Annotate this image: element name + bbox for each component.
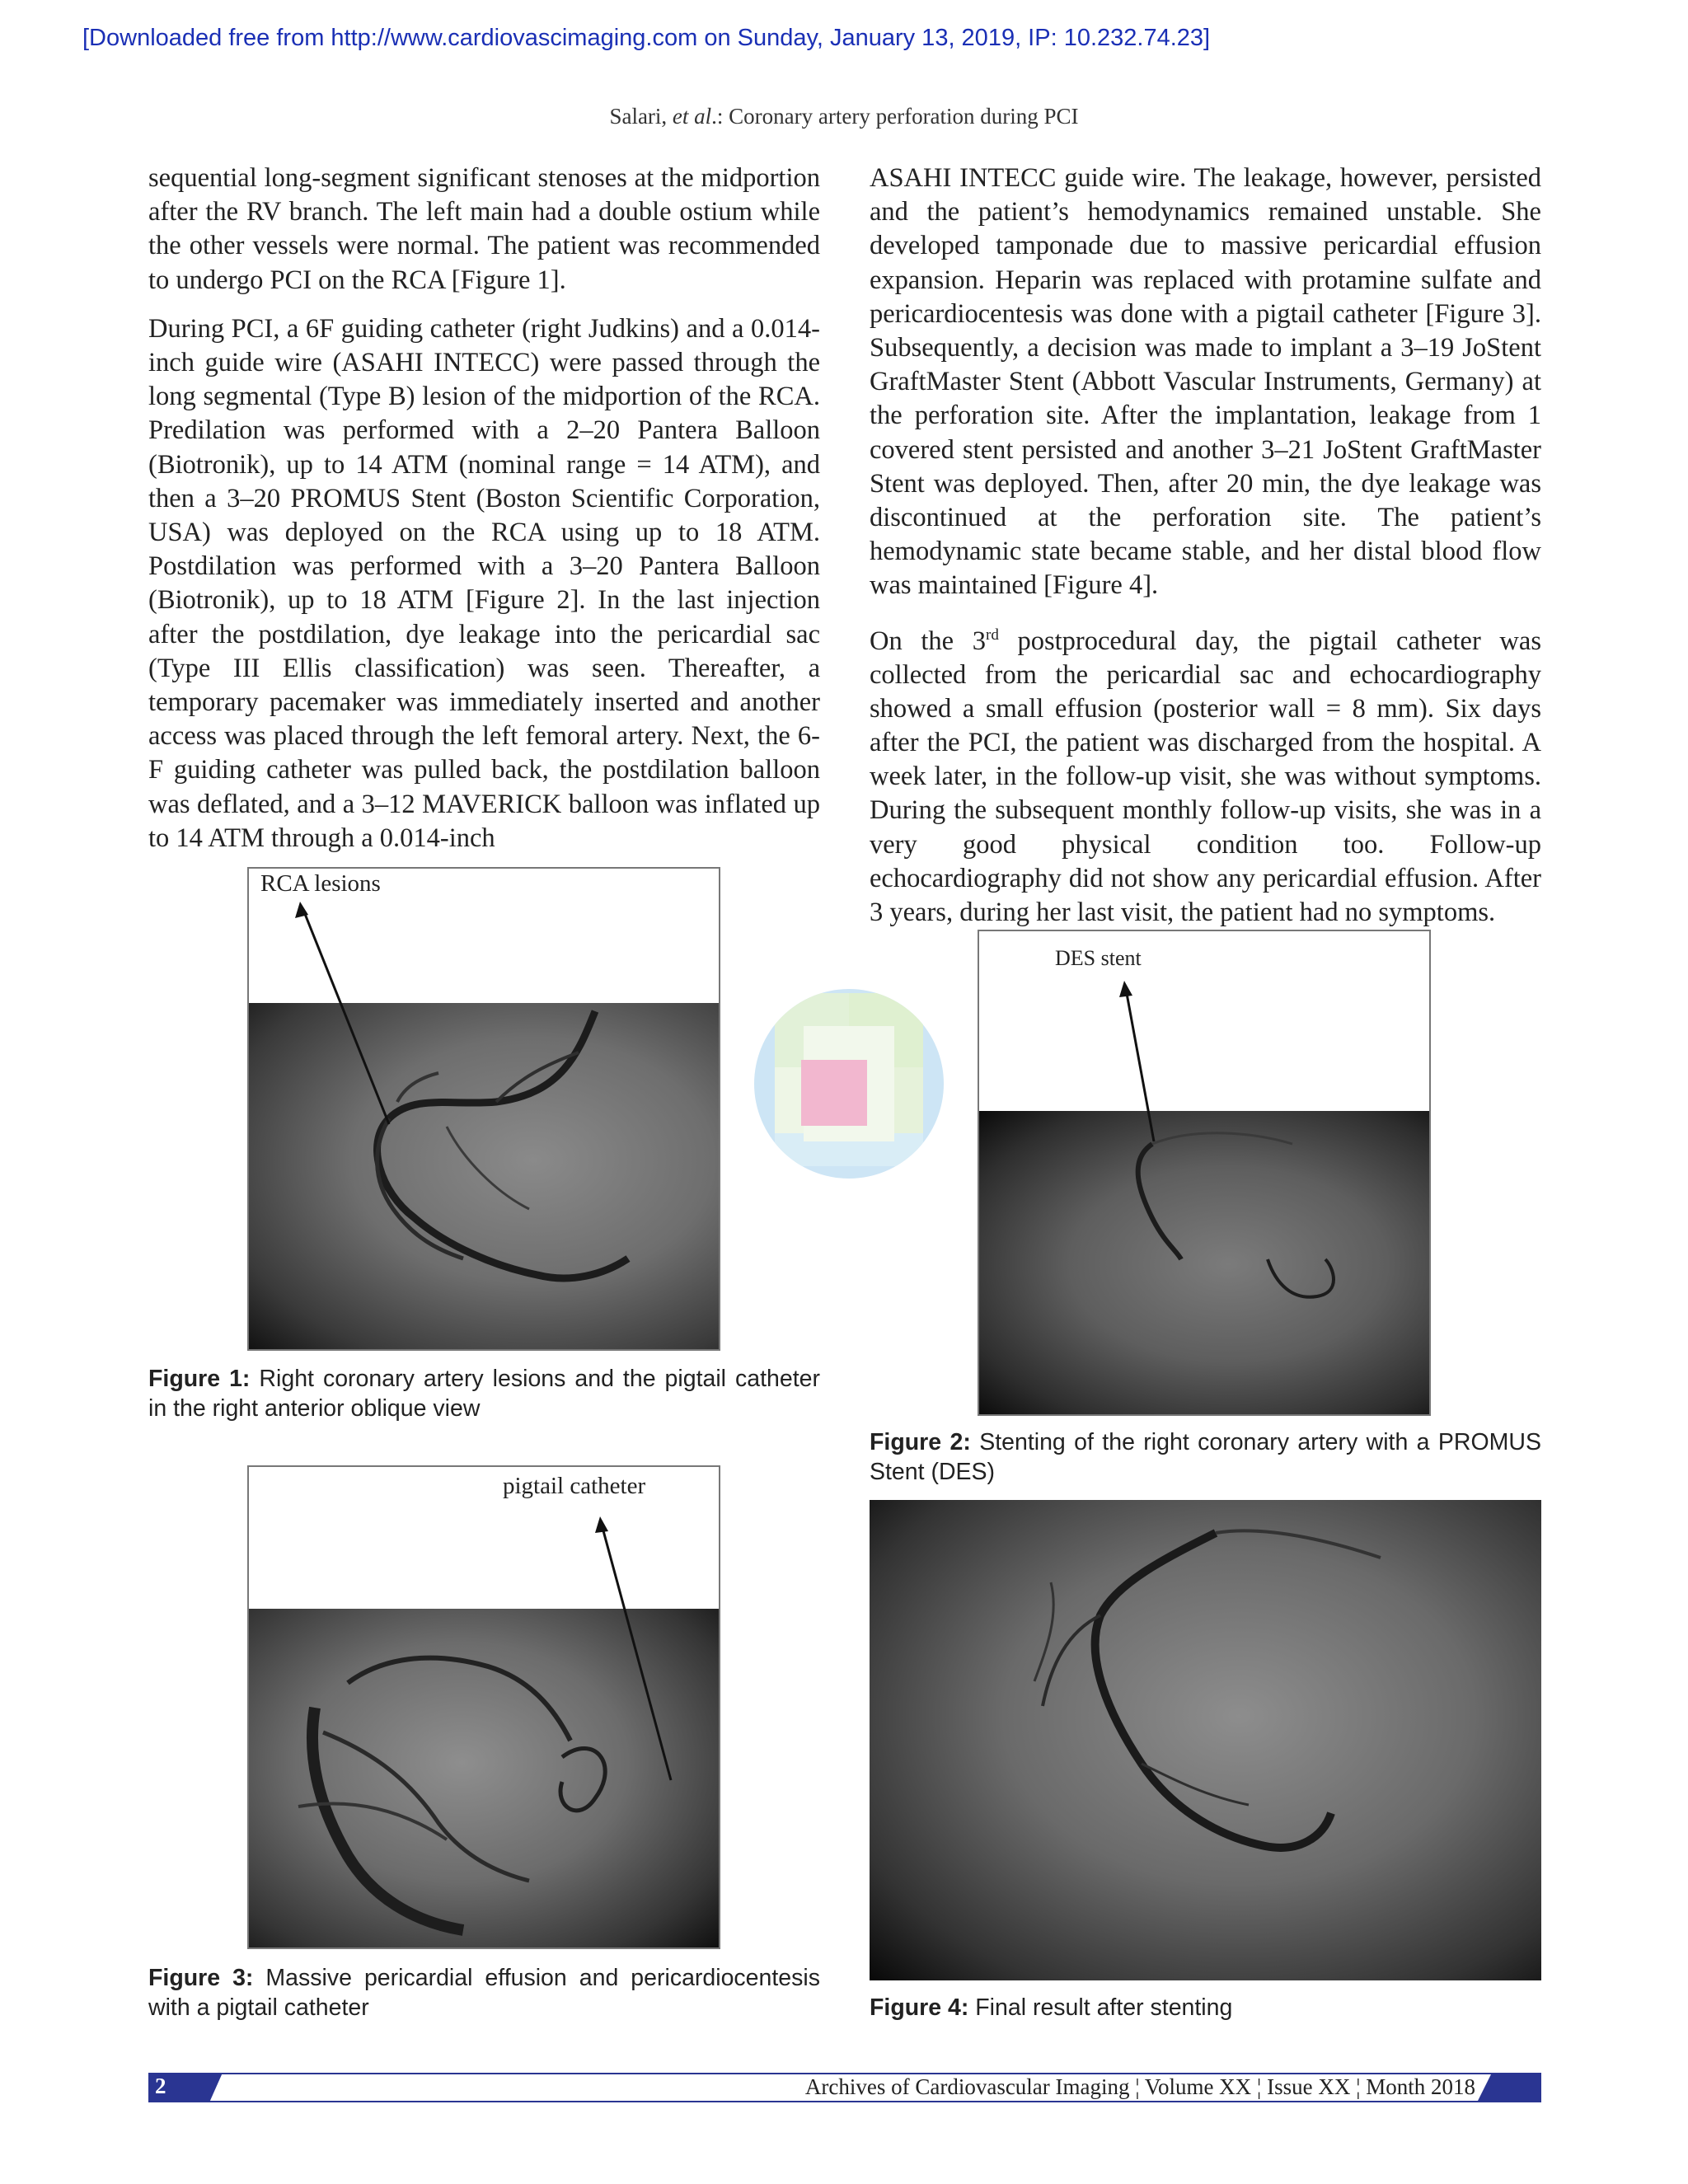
page-number: 2 [155,2074,166,2098]
left-paragraph-2: During PCI, a 6F guiding catheter (right Judkins) and a 0.014-inch guide wire (ASAHI INTECC) were passed through the long segmental (Type B) lesion of the midportion of the RCA. Predilation was performed with a 2–20 Pantera Balloon (Biotronik), up to 14 ATM (nominal range = 14 ATM), and then a 3–20 PROMUS Stent (Boston Scientific Corporation, USA) was deployed on the RCA using up to 18 ATM. Postdilation was performed with a 3–20 Pantera Balloon (Biotronik), up to 18 ATM [Figure 2]. In the last injection after the postdilation, dye leakage into the pericardial sac (Type III Ellis classification) was seen. Thereafter, a temporary pacemaker was immediately inserted and another access was placed through the left femoral artery. Next, the 6-F guiding catheter was pulled back, the postdilation balloon was deflated, and a 3–12 MAVERICK balloon was inflated up to 14 ATM through a 0.014-inch [148,313,820,853]
running-head-title: .: Coronary artery perforation during PCI [711,104,1079,129]
figure-1-label: RCA lesions [260,870,381,897]
figure-4-caption-lead: Figure 4: [870,1994,969,2021]
figure-1-caption [148,1364,820,1423]
figure-4 [870,1500,1541,1980]
figure-2-caption-lead: Figure 2: [870,1429,971,1455]
figure-3-caption-text: Massive pericardial effusion and pericardiocentesis with a pigtail catheter [148,1965,820,2021]
left-column [148,162,820,870]
figure-2-label: DES stent [1055,946,1142,970]
figure-2-caption-text: Stenting of the right coronary artery with a PROMUS Stent (DES) [870,1429,1541,1485]
figure-4-vessels [870,1500,1541,1980]
right-paragraph-1: ASAHI INTECC guide wire. The leakage, however, persisted and the patient’s hemodynamics remained unstable. She developed tamponade due to massive pericardial effusion expansion. Heparin was replaced with protamine sulfate and pericardiocentesis was done with a pigtail catheter [Figure 3]. Subsequently, a decision was made to implant a 3–19 JoStent GraftMaster Stent (Abbott Vascular Instruments, Germany) at the perforation site. After the implantation, leakage from 1 covered stent persisted and another 3–21 JoStent GraftMaster Stent was deployed. Then, after 20 min, the dye leakage was discontinued at the perforation site. The patient’s hemodynamic state became stable, and her distal blood flow was maintained [Figure 4]. [870,163,1541,601]
footer-rule-bottom [209,2101,1541,2102]
figure-3-caption [148,1963,820,2022]
figure-1-caption-text: Right coronary artery lesions and the pigtail catheter in the right anterior oblique view [148,1366,820,1422]
page-footer [148,2073,1541,2102]
figure-2 [978,930,1431,1416]
footer-journal: Archives of Cardiovascular Imaging ¦ Volume XX ¦ Issue XX ¦ Month 2018 [804,2074,1475,2099]
figure-1-arrow [249,869,720,1351]
figure-2-caption [870,1427,1541,1487]
figure-4-caption-text: Final result after stenting [968,1994,1233,2021]
right-paragraph-2 [870,618,1541,930]
download-banner: [Downloaded free from http://www.cardiovascimaging.com on Sunday, January 13, 2019, IP: 10.232.74.23] [82,25,1211,51]
figure-2-arrow [979,931,1431,1416]
right-column [870,162,1541,944]
figure-3 [247,1465,720,1949]
figure-1-caption-lead: Figure 1: [148,1366,251,1392]
watermark-circle [725,960,973,1207]
left-paragraph-1: sequential long-segment significant stenoses at the midportion after the RV branch. The left main had a double ostium while the other vessels were normal. The patient was recommended to undergo PCI on the RCA [Figure 1]. [148,163,820,295]
figure-3-caption-lead: Figure 3: [148,1965,254,1991]
running-head [0,104,1688,129]
figure-4-caption [870,1993,1541,2022]
footer-slant-right [1477,2073,1541,2102]
right-paragraph-2-rest: postprocedural day, the pigtail catheter was collected from the pericardial sac and echocardiography showed a small effusion (posterior wall = 8 mm). Six days after the PCI, the patient was discharged from the hospital. A week later, in the follow-up visit, she was without symptoms. During the subsequent monthly follow-up visits, she was in a very good physical condition too. Follow-up echocardiography did not show any pericardial effusion. After 3 years, during her last visit, the patient had no symptoms. [870,626,1541,928]
figure-3-label: pigtail catheter [503,1473,646,1499]
right-paragraph-2-start: On the 3 [870,626,986,656]
footer-slant-left [198,2073,223,2102]
running-head-authors: Salari, [609,104,673,129]
ordinal-superscript: rd [986,626,999,644]
figure-3-arrow [249,1467,720,1949]
running-head-etal: et al [672,104,712,129]
figure-1 [247,867,720,1351]
